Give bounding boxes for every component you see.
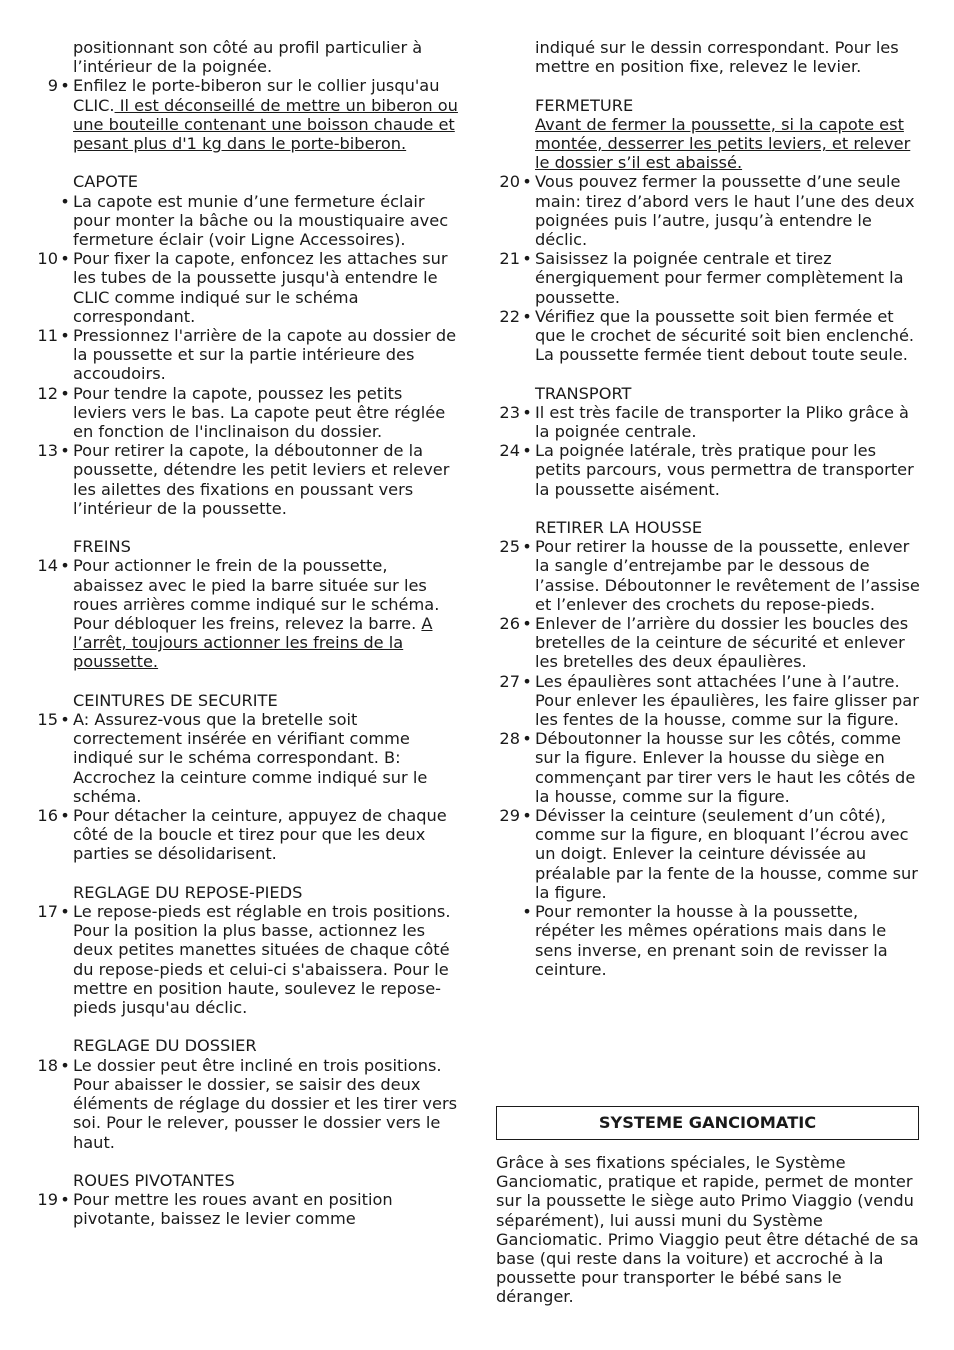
item-text: Vous pouvez fermer la poussette d’une seule main: tirez d’abord vers le haut l’une des deux poignées puis l’autre, jusqu’à entendre le déclic. bbox=[535, 172, 915, 250]
instruction-item-19 bbox=[30, 1190, 460, 1228]
bullet-icon: • bbox=[60, 249, 70, 269]
instruction-item-13 bbox=[30, 441, 460, 518]
instruction-item-16 bbox=[30, 806, 460, 864]
bullet-icon: • bbox=[60, 441, 70, 461]
item-text: A: Assurez-vous que la bretelle soit correctement insérée en vérifiant comme indiqué sur le schéma correspondant. B: Accrochez la ceinture comme indiqué sur le schéma. bbox=[73, 710, 428, 806]
item-number: 29 bbox=[499, 806, 520, 826]
instruction-item-12 bbox=[30, 384, 460, 442]
instruction-item-10 bbox=[30, 249, 460, 326]
item-number: 26 bbox=[499, 614, 520, 634]
instruction-item-15 bbox=[30, 710, 460, 806]
bullet-icon: • bbox=[522, 306, 532, 326]
item-number: 15 bbox=[37, 710, 58, 730]
item-body: Enfilez le porte-biberon sur le collier jusqu'au CLIC. bbox=[73, 76, 440, 115]
bullet-icon: • bbox=[522, 537, 532, 557]
instruction-item-22 bbox=[492, 307, 922, 365]
section-heading-housse: RETIRER LA HOUSSE bbox=[535, 518, 703, 538]
bullet-icon: • bbox=[60, 326, 70, 346]
instruction-item-17 bbox=[30, 902, 460, 1017]
bullet-icon: • bbox=[60, 1190, 70, 1210]
bullet-icon: • bbox=[522, 402, 532, 422]
section-heading-capote: CAPOTE bbox=[73, 172, 138, 192]
item-text: Les épaulières sont attachées l’une à l’autre. Pour enlever les épaulières, les faire glisser par les fentes de la housse, comme sur la figure. bbox=[535, 671, 919, 730]
section-heading-transport: TRANSPORT bbox=[535, 383, 632, 403]
bullet-icon: • bbox=[522, 902, 532, 922]
bullet-icon: • bbox=[60, 710, 70, 730]
item-number: 13 bbox=[37, 441, 58, 461]
section-heading-freins: FREINS bbox=[73, 537, 131, 557]
bullet-icon: • bbox=[60, 76, 70, 96]
item-text: Saisissez la poignée centrale et tirez énergiquement pour fermer complètement la poussette. bbox=[535, 249, 904, 307]
instruction-item-21 bbox=[492, 249, 922, 307]
item-text: Le repose-pieds est réglable en trois positions. Pour la position la plus basse, actionnez les deux petites manettes situées de chaque côté du repose-pieds et celui-ci s'abaissera. Pour le mettre en position haute, soulevez le repose-pieds jusqu'au déclic. bbox=[73, 902, 451, 1018]
continued-text: positionnant son côté au profil particulier à l’intérieur de la poignée. bbox=[73, 38, 423, 77]
warning-text: Avant de fermer la poussette, si la capote est montée, desserrer les petits leviers, et relever le dossier s’il est abaissé. bbox=[535, 114, 911, 173]
item-number: 11 bbox=[37, 326, 58, 346]
item-number: 12 bbox=[37, 383, 58, 403]
ganciomatic-paragraph: Grâce à ses fixations spéciales, le Système Ganciomatic, pratique et rapide, permet de monter sur la poussette le siège auto Primo Viaggio (vendu séparément), lui aussi muni du Système Ganciomatic. Primo Viaggio peut être détaché de sa base (qui reste dans la voiture) et accroché à la poussette pour transporter le bébé sans le déranger. bbox=[496, 1153, 919, 1307]
instruction-item-14 bbox=[30, 556, 460, 671]
bullet-icon: • bbox=[60, 1055, 70, 1075]
item-text: Pour tendre la capote, poussez les petits leviers vers le bas. La capote peut être réglée en fonction de l'inclinaison du dossier. bbox=[73, 383, 446, 442]
instruction-item-20 bbox=[492, 172, 922, 249]
section-heading-dossier: REGLAGE DU DOSSIER bbox=[73, 1036, 257, 1056]
section-title-box bbox=[496, 1106, 919, 1140]
instruction-item-9 bbox=[30, 76, 460, 153]
item-number: 23 bbox=[499, 402, 520, 422]
item-text: La poignée latérale, très pratique pour les petits parcours, vous permettra de transporter la poussette aisément. bbox=[535, 441, 914, 499]
continued-text: indiqué sur le dessin correspondant. Pour les mettre en position fixe, relevez le levier. bbox=[535, 38, 899, 77]
item-number: 22 bbox=[499, 306, 520, 326]
instruction-item-24 bbox=[492, 441, 922, 499]
bullet-icon: • bbox=[522, 172, 532, 192]
item-text: Pour remonter la housse à la poussette, répéter les mêmes opérations mais dans le sens inverse, en prenant soin de revisser la ceinture. bbox=[535, 902, 888, 979]
instruction-item-23 bbox=[492, 403, 922, 441]
item-text: Déboutonner la housse sur les côtés, comme sur la figure. Enlever la housse du siège en commençant par tirer vers le haut les côtés de la housse, comme sur la figure. bbox=[535, 729, 916, 806]
right-column bbox=[492, 38, 922, 979]
item-number: 25 bbox=[499, 537, 520, 557]
item-text: La capote est munie d’une fermeture éclair pour monter la bâche ou la moustiquaire avec fermeture éclair (voir Ligne Accessoires). bbox=[73, 191, 449, 250]
item-number: 21 bbox=[499, 249, 520, 269]
item-number: 20 bbox=[499, 172, 520, 192]
item-number: 14 bbox=[37, 556, 58, 576]
instruction-item-27 bbox=[492, 672, 922, 730]
bullet-icon: • bbox=[60, 806, 70, 826]
bullet-icon: • bbox=[522, 614, 532, 634]
item-number: 17 bbox=[37, 902, 58, 922]
item-text: Pour retirer la housse de la poussette, enlever la sangle d’entrejambe par le dessous de l’assise. Déboutonner le revêtement de l’assise et l’enlever des crochets du repose-pieds. bbox=[535, 537, 920, 614]
item-text: Pour retirer la capote, la déboutonner de la poussette, détendre les petit leviers et relever les ailettes des fixations en poussant vers l’intérieur de la poussette. bbox=[73, 441, 450, 518]
bullet-icon: • bbox=[522, 441, 532, 461]
warning-text: Il est déconseillé de mettre un biberon ou une bouteille contenant une boisson chaude et pesant plus d'1 kg dans le porte-biberon. bbox=[73, 95, 458, 154]
bullet-icon: • bbox=[60, 383, 70, 403]
instruction-item-18 bbox=[30, 1056, 460, 1152]
instruction-item-29 bbox=[492, 806, 922, 902]
item-text: Il est très facile de transporter la Pliko grâce à la poignée centrale. bbox=[535, 402, 909, 442]
bullet-item-capote bbox=[30, 192, 460, 250]
item-text bbox=[73, 76, 460, 153]
item-number: 27 bbox=[499, 671, 520, 691]
item-number: 24 bbox=[499, 441, 520, 461]
item-number: 16 bbox=[37, 806, 58, 826]
section-heading-fermeture: FERMETURE bbox=[535, 95, 634, 115]
section-title: SYSTEME GANCIOMATIC bbox=[598, 1113, 817, 1133]
bullet-icon: • bbox=[522, 671, 532, 691]
item-text: Pour fixer la capote, enfoncez les attaches sur les tubes de la poussette jusqu'à entendre le CLIC comme indiqué sur le schéma correspondant. bbox=[73, 249, 448, 326]
item-text: Pour mettre les roues avant en position pivotante, baissez le levier comme bbox=[73, 1190, 393, 1229]
bullet-icon: • bbox=[522, 729, 532, 749]
section-heading-repose-pieds: REGLAGE DU REPOSE-PIEDS bbox=[73, 882, 303, 902]
bullet-icon: • bbox=[522, 249, 532, 269]
bullet-item-remonter bbox=[492, 902, 922, 979]
instruction-item-26 bbox=[492, 614, 922, 672]
instruction-item-25 bbox=[492, 537, 922, 614]
item-number: 18 bbox=[37, 1055, 58, 1075]
item-text: Pressionnez l'arrière de la capote au dossier de la poussette et sur la partie intérieure des accoudoirs. bbox=[73, 326, 457, 384]
bullet-icon: • bbox=[60, 191, 70, 211]
left-column bbox=[30, 38, 460, 1229]
bullet-icon: • bbox=[60, 556, 70, 576]
item-text: Dévisser la ceinture (seulement d’un côté), comme sur la figure, en bloquant l’écrou avec un doigt. Enlever la ceinture dévissée au préalable par la fente de la housse, comme sur la figure. bbox=[535, 806, 918, 902]
item-text: Vérifiez que la poussette soit bien fermée et que le crochet de sécurité soit bien enclenché. La poussette fermée tient debout toute seule. bbox=[535, 306, 915, 365]
item-body: Pour actionner le frein de la poussette, abaissez avec le pied la barre située sur les roues arrières comme indiqué sur le schéma. Pour débloquer les freins, relevez la barre. bbox=[73, 556, 440, 634]
item-text bbox=[73, 556, 460, 671]
item-number: 10 bbox=[37, 249, 58, 269]
item-text: Enlever de l’arrière du dossier les boucles des bretelles de la ceinture de sécurité et enlever les bretelles des deux épaulières. bbox=[535, 614, 909, 672]
item-number: 9 bbox=[47, 76, 58, 96]
warning-text: A l’arrêt, toujours actionner les freins de la poussette. bbox=[73, 614, 433, 672]
section-heading-roues: ROUES PIVOTANTES bbox=[73, 1170, 235, 1190]
item-number: 19 bbox=[37, 1190, 58, 1210]
instruction-item-28 bbox=[492, 729, 922, 806]
item-text: Le dossier peut être incliné en trois positions. Pour abaisser le dossier, se saisir des deux éléments de réglage du dossier et les tirer vers soi. Pour le relever, pousser le dossier vers le haut. bbox=[73, 1055, 458, 1152]
item-text: Pour détacher la ceinture, appuyez de chaque côté de la boucle et tirez pour que les deux parties se désolidarisent. bbox=[73, 806, 447, 864]
instruction-item-11 bbox=[30, 326, 460, 384]
section-heading-ceintures: CEINTURES DE SECURITE bbox=[73, 690, 278, 710]
bullet-icon: • bbox=[522, 806, 532, 826]
item-number: 28 bbox=[499, 729, 520, 749]
bullet-icon: • bbox=[60, 902, 70, 922]
